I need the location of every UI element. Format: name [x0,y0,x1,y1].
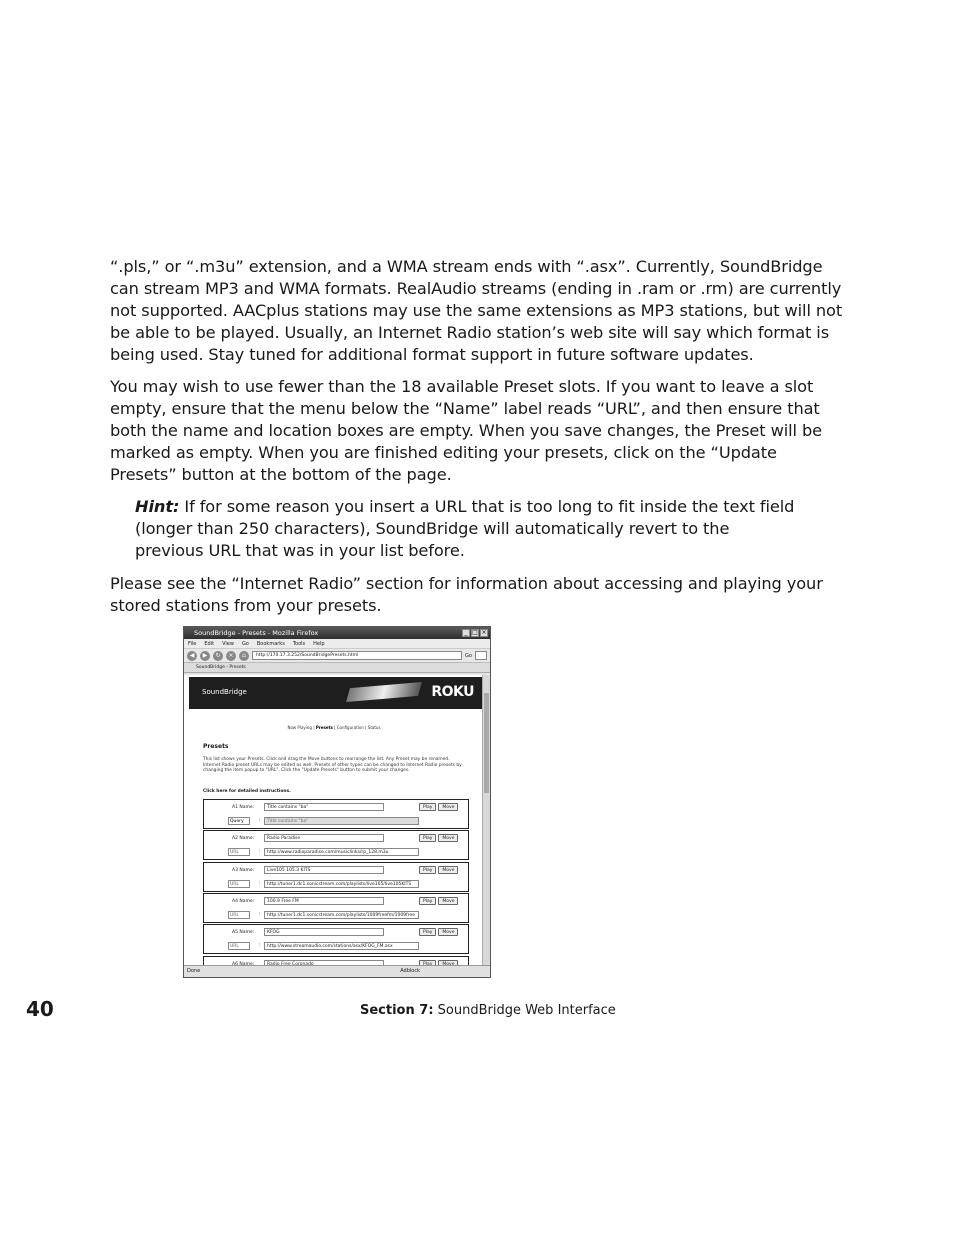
presets-heading: Presets [203,743,229,750]
preset-id-label: A5 Name: [232,930,255,935]
brand-name: SoundBridge [202,688,247,696]
footer-section-label: Section 7: [360,1003,434,1018]
preset-type-select: URL [228,942,250,950]
home-icon: ⌂ [239,651,249,661]
go-button: Go [465,652,472,659]
preset-type-select: URL [228,880,250,888]
paragraph-formats: “.pls,” or “.m3u” extension, and a WMA stream ends with “.asx”. Currently, SoundBridge can stream MP3 and WMA formats. RealAudio streams (ending in .ram or .rm) are currently not supported. AACplus stations may use the same extensions as MP3 stations, but will not be able to be played. Usually, an Internet Radio station’s web site will say which format is being used. Stay tuned for additional format support in future software updates. [110,257,843,364]
preset-type-select: URL [228,911,250,919]
preset-name-field: KFOG [264,928,384,936]
play-button: Play [419,866,436,874]
menu-tools: Tools [292,641,306,647]
menu-view: View [222,641,234,647]
preset-id-label: A4 Name: [232,899,255,904]
roku-logo: ROKU [431,684,474,700]
menu-go: Go [241,641,249,647]
scrollbar [482,675,490,967]
tab-presets: SoundBridge - Presets [196,665,246,670]
paragraph-internet-radio: Please see the “Internet Radio” section for information about accessing and playing your stored stations from your presets. [110,574,823,615]
minimize-icon: _ [462,629,470,637]
play-button: Play [419,928,436,936]
close-icon: × [481,629,487,636]
preset-row: A2 Name: Radio Paradise Play Move URL : http://www.radioparadise.com/musiclinks/rp_128.m3u [203,830,469,860]
move-button: Move [438,834,458,842]
window-title: SoundBridge - Presets - Mozilla Firefox [194,629,319,637]
reload-icon: ↻ [213,651,223,661]
preset-type-select: Query [228,817,250,825]
preset-name-field: Title contains "ba" [264,803,384,811]
footer-section-title: SoundBridge Web Interface [433,1003,616,1018]
preset-name-field: Live105 105.3 KITS [264,866,384,874]
play-button: Play [419,834,436,842]
preset-value-field: http://tuner1.dc1.sonicstream.com/playlists/1009freefm/1009free [264,911,419,919]
preset-name-field: 100.9 Free FM [264,897,384,905]
hint-label: Hint: [135,497,180,516]
tab-bar [184,663,490,673]
menu-edit: Edit [204,641,215,647]
preset-row: A1 Name: Title contains "ba" Play Move Query : Title contains "ba" [203,799,469,829]
adblock-label: Adblock [400,968,420,974]
move-button: Move [438,803,458,811]
preset-value-field: http://www.streamaudio.com/stations/asx/KFOG_FM.asx [264,942,419,950]
move-button: Move [438,897,458,905]
forward-icon: ▶ [200,651,210,661]
nav-presets: Presets [315,725,333,730]
stop-icon: × [226,651,236,661]
browser-screenshot [183,626,491,978]
preset-value-field: http://tuner1.dc1.sonicstream.com/playlists/live105/live105KITS [264,880,419,888]
status-text: Done [187,968,201,974]
menu-help: Help [313,641,325,647]
address-bar: http://170.17.3.252/SoundBridgePresets.html [252,651,462,660]
move-button: Move [438,866,458,874]
paragraph-empty-slots: You may wish to use fewer than the 18 available Preset slots. If you want to leave a slot empty, ensure that the menu below the “Name” label reads “URL”, and then ensure that both the name and location boxes are empty. When you save changes, the Preset will be marked as empty. When you are finished editing your presets, click on the “Update Presets” button at the bottom of the page. [110,377,822,484]
hint-paragraph [135,496,795,562]
preset-id-label: A2 Name: [232,836,255,841]
window-titlebar [184,627,490,639]
menu-file: File [188,641,197,647]
preset-row: A4 Name: 100.9 Free FM Play Move URL : http://tuner1.dc1.sonicstream.com/playlists/1009freefm/1009free [203,893,469,923]
play-button: Play [419,897,436,905]
page-number: 40 [26,997,54,1021]
presets-intro: This list shows your Presets. Click and drag the Move buttons to rearrange the list. Any Preset may be renamed. Internet Radio preset URLs may be edited as well. Presets of other types can be changed to Internet Radio presets by changing the item popup to "URL". Click the "Update Presets" button to submit your changes. [203,757,462,773]
nav-configuration: Configuration [336,725,364,730]
search-box [475,651,487,660]
footer-section [360,1003,616,1018]
maximize-icon: □ [472,629,478,636]
soundbridge-banner [189,677,482,709]
nav-status: Status [367,725,381,730]
preset-type-select: URL [228,848,250,856]
play-button: Play [419,803,436,811]
device-image [346,682,422,702]
status-bar [184,965,490,977]
preset-value-field: http://www.radioparadise.com/musiclinks/rp_128.m3u [264,848,419,856]
preset-id-label: A3 Name: [232,868,255,873]
hint-text: If for some reason you insert a URL that is too long to fit inside the text field (longer than 250 characters), SoundBridge will automatically revert to the previous URL that was in your list before. [135,497,795,560]
page-content [184,675,484,967]
preset-name-field: Radio Paradise [264,834,384,842]
menu-bookmarks: Bookmarks [256,641,285,647]
preset-row: A3 Name: Live105 105.3 KITS Play Move URL : http://tuner1.dc1.sonicstream.com/playlists/live105/live105KITS [203,862,469,892]
preset-id-label: A1 Name: [232,805,255,810]
back-icon: ◀ [187,651,197,661]
sub-navigation: Now Playing | Presets | Configuration | Status [287,725,381,730]
move-button: Move [438,928,458,936]
nav-toolbar [184,649,490,663]
nav-now-playing: Now Playing [287,725,312,730]
preset-value-field: Title contains "ba" [264,817,419,825]
menu-bar [184,639,490,649]
detail-instructions-link: Click here for detailed instructions. [203,789,291,794]
preset-row: A5 Name: KFOG Play Move URL : http://www.streamaudio.com/stations/asx/KFOG_FM.asx [203,924,469,954]
